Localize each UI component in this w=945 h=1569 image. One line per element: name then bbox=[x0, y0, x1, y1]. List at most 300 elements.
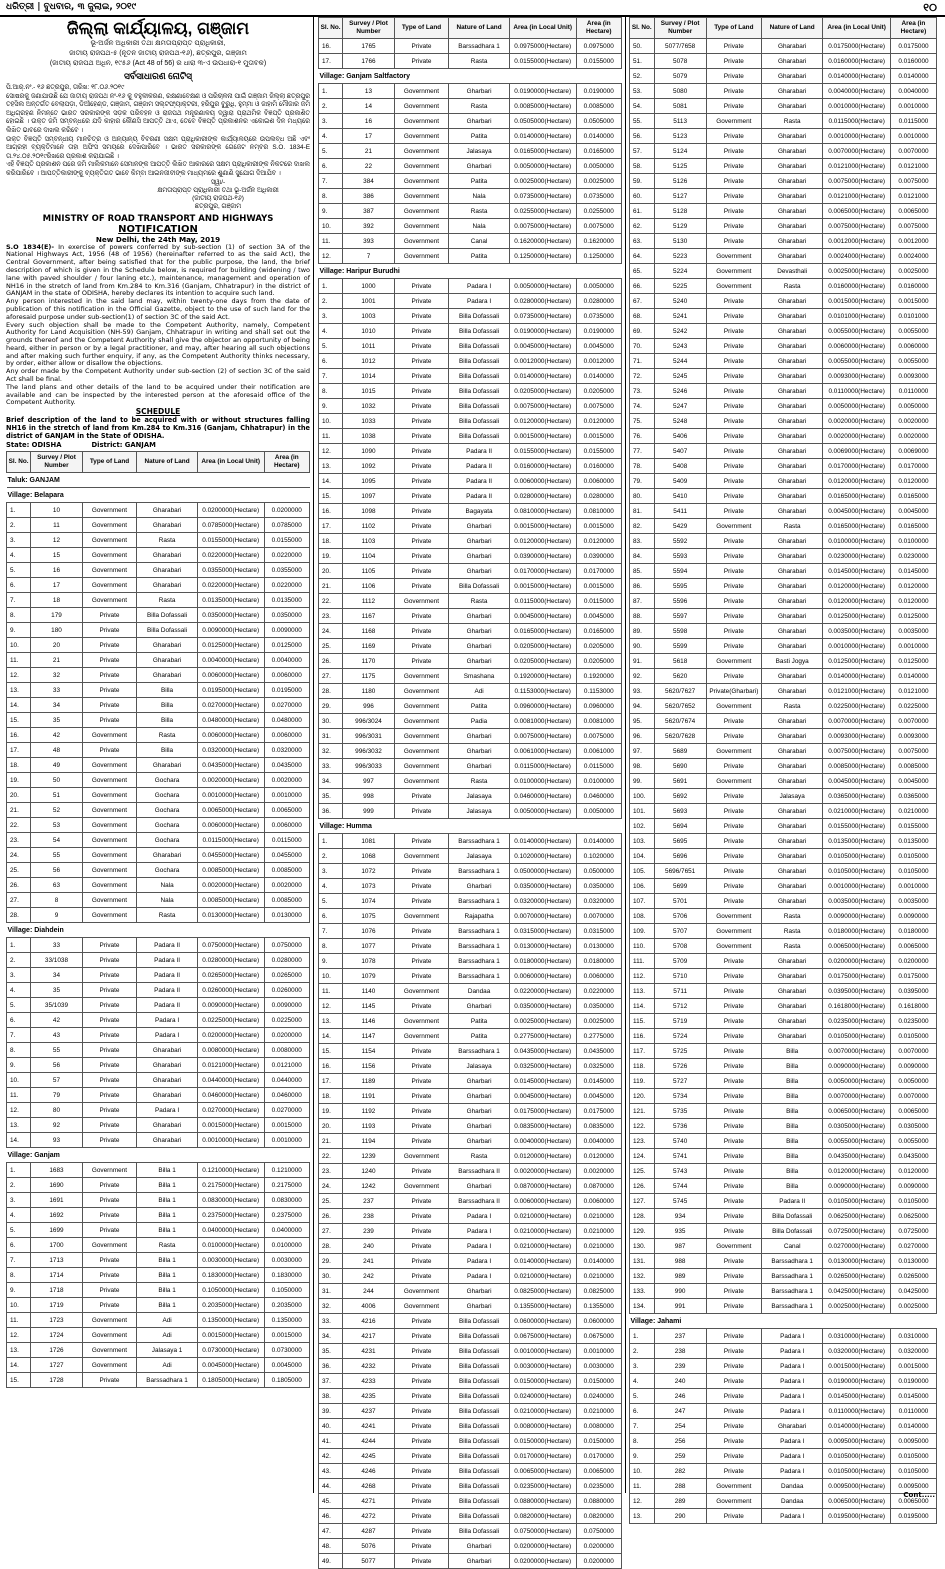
area-local-cell: 0.0015000(Hectare) bbox=[823, 294, 891, 309]
type-cell: Private bbox=[394, 279, 449, 294]
nature-cell: Padara I bbox=[449, 1224, 510, 1239]
area-hectare-cell: 0.0320000 bbox=[576, 894, 621, 909]
serial-cell: 45. bbox=[319, 1494, 343, 1509]
table-row bbox=[319, 1479, 622, 1494]
serial-cell: 12. bbox=[319, 444, 343, 459]
area-hectare-cell: 0.0190000 bbox=[576, 324, 621, 339]
column-divider bbox=[313, 17, 314, 1493]
type-cell: Private bbox=[82, 938, 137, 953]
type-cell: Private bbox=[706, 399, 761, 414]
serial-cell: 30. bbox=[319, 1269, 343, 1284]
serial-cell: 9. bbox=[7, 1283, 31, 1298]
notice-reference: ପି.ଆର୍.ନଂ.- ୧୬ ଛତ୍ରପୁର, ତାରିଖ: ୧୮.୦୬.୨୦୧୯ bbox=[6, 84, 125, 91]
table-row bbox=[7, 1208, 310, 1223]
area-hectare-cell: 0.0270000 bbox=[264, 698, 309, 713]
table-row bbox=[319, 969, 622, 984]
nature-cell: Rasta bbox=[137, 908, 198, 923]
table-row bbox=[319, 1299, 622, 1314]
serial-cell: 94. bbox=[630, 699, 655, 714]
type-cell: Private bbox=[706, 219, 761, 234]
type-cell: Private bbox=[394, 1449, 449, 1464]
survey-cell: 1092 bbox=[343, 459, 395, 474]
survey-cell: 12 bbox=[31, 533, 83, 548]
nature-cell: Jalasaya bbox=[449, 144, 510, 159]
nature-cell: Rasta bbox=[761, 924, 822, 939]
type-cell: Private bbox=[82, 983, 137, 998]
survey-cell: 5240 bbox=[654, 294, 706, 309]
type-cell: Private bbox=[394, 639, 449, 654]
serial-cell: 107. bbox=[630, 894, 655, 909]
table-row bbox=[319, 249, 622, 264]
serial-cell: 4. bbox=[7, 1208, 31, 1223]
type-cell: Government bbox=[394, 909, 449, 924]
area-local-cell: 0.0015000(Hectare) bbox=[197, 1328, 264, 1343]
area-hectare-cell: 0.0155000 bbox=[576, 444, 621, 459]
nature-cell: Gharabari bbox=[761, 474, 822, 489]
area-hectare-cell: 0.0880000 bbox=[576, 1494, 621, 1509]
survey-cell: 5734 bbox=[654, 1089, 706, 1104]
table-row bbox=[630, 519, 937, 534]
serial-cell: 7. bbox=[7, 1028, 31, 1043]
type-cell: Private bbox=[82, 1223, 137, 1238]
type-cell: Private bbox=[82, 1373, 137, 1388]
table-row bbox=[7, 608, 310, 623]
village-heading-row bbox=[319, 69, 622, 84]
nature-cell: Patita bbox=[449, 699, 510, 714]
table-row bbox=[630, 1134, 937, 1149]
table-row bbox=[630, 189, 937, 204]
nature-cell: Billa bbox=[137, 683, 198, 698]
type-cell: Private bbox=[394, 1479, 449, 1494]
nature-cell: Billa Dofassali bbox=[449, 384, 510, 399]
area-local-cell: 0.0010000(Hectare) bbox=[509, 1344, 576, 1359]
table-row bbox=[319, 999, 622, 1014]
area-local-cell: 0.0205000(Hectare) bbox=[509, 384, 576, 399]
serial-cell: 9. bbox=[319, 399, 343, 414]
area-local-cell: 0.0115000(Hectare) bbox=[197, 833, 264, 848]
type-cell: Government bbox=[394, 159, 449, 174]
table-row bbox=[319, 429, 622, 444]
area-hectare-cell: 0.0090000 bbox=[264, 623, 309, 638]
table-row bbox=[319, 609, 622, 624]
nature-cell: Gharabari bbox=[761, 324, 822, 339]
nature-cell: Gharabari bbox=[761, 774, 822, 789]
table-row bbox=[630, 549, 937, 564]
type-cell: Government bbox=[706, 774, 761, 789]
survey-cell: 5079 bbox=[654, 69, 706, 84]
area-local-cell: 0.0015000(Hectare) bbox=[197, 1118, 264, 1133]
serial-cell: 10. bbox=[319, 414, 343, 429]
table-row bbox=[319, 1044, 622, 1059]
type-cell: Government bbox=[394, 174, 449, 189]
area-local-cell: 0.0075000(Hectare) bbox=[509, 399, 576, 414]
survey-cell: 5719 bbox=[654, 1014, 706, 1029]
serial-cell: 24. bbox=[7, 848, 31, 863]
area-hectare-cell: 0.0365000 bbox=[890, 789, 936, 804]
nature-cell: Gharabari bbox=[761, 399, 822, 414]
type-cell: Government bbox=[706, 924, 761, 939]
survey-cell: 1038 bbox=[343, 429, 395, 444]
nature-cell: Rasta bbox=[761, 279, 822, 294]
area-local-cell: 0.1210000(Hectare) bbox=[197, 1163, 264, 1178]
table-row bbox=[7, 1373, 310, 1388]
type-cell: Private bbox=[394, 789, 449, 804]
nature-cell: Gharbari bbox=[449, 624, 510, 639]
area-hectare-cell: 0.0505000 bbox=[576, 114, 621, 129]
area-local-cell: 0.1618000(Hectare) bbox=[823, 999, 891, 1014]
survey-cell: 5245 bbox=[654, 369, 706, 384]
area-hectare-cell: 0.0055000 bbox=[890, 324, 936, 339]
table-row bbox=[319, 294, 622, 309]
table-row bbox=[630, 369, 937, 384]
survey-cell: 1032 bbox=[343, 399, 395, 414]
area-hectare-cell: 0.0115000 bbox=[576, 759, 621, 774]
nature-cell: Gharbari bbox=[449, 1074, 510, 1089]
type-cell: Private bbox=[394, 39, 449, 54]
type-cell: Government bbox=[394, 984, 449, 999]
nature-cell: Jalasaya bbox=[449, 804, 510, 819]
area-hectare-cell: 0.0460000 bbox=[264, 1088, 309, 1103]
area-hectare-cell: 0.0015000 bbox=[890, 1359, 936, 1374]
nature-cell: Gharabari bbox=[761, 414, 822, 429]
nature-cell: Gochara bbox=[137, 803, 198, 818]
area-hectare-cell: 0.0085000 bbox=[576, 99, 621, 114]
type-cell: Private bbox=[706, 1464, 761, 1479]
serial-cell: 119. bbox=[630, 1074, 655, 1089]
table-row bbox=[630, 144, 937, 159]
nature-cell: Gharabari bbox=[137, 548, 198, 563]
type-cell: Private bbox=[82, 683, 137, 698]
area-local-cell: 0.0155000(Hectare) bbox=[823, 819, 891, 834]
survey-cell: 5225 bbox=[654, 279, 706, 294]
table-row bbox=[319, 804, 622, 819]
table-row bbox=[630, 789, 937, 804]
nature-cell: Billa bbox=[137, 743, 198, 758]
nature-cell: Gharabari bbox=[137, 563, 198, 578]
area-hectare-cell: 0.0060000 bbox=[264, 668, 309, 683]
serial-cell: 25. bbox=[319, 639, 343, 654]
table-row bbox=[630, 1494, 937, 1509]
survey-cell: 1105 bbox=[343, 564, 395, 579]
area-hectare-cell: 0.0085000 bbox=[264, 893, 309, 908]
area-local-cell: 0.0045000(Hectare) bbox=[509, 1089, 576, 1104]
table-row bbox=[630, 1164, 937, 1179]
survey-cell: 5690 bbox=[654, 759, 706, 774]
type-cell: Government bbox=[394, 204, 449, 219]
area-local-cell: 0.0150000(Hectare) bbox=[509, 1434, 576, 1449]
table-row bbox=[630, 999, 937, 1014]
survey-cell: 179 bbox=[31, 608, 83, 623]
survey-cell: 1242 bbox=[343, 1179, 395, 1194]
area-local-cell: 0.0145000(Hectare) bbox=[509, 1074, 576, 1089]
survey-cell: 1068 bbox=[343, 849, 395, 864]
survey-cell: 387 bbox=[343, 204, 395, 219]
nature-cell: Gharabari bbox=[761, 489, 822, 504]
serial-cell: 42. bbox=[319, 1449, 343, 1464]
survey-cell: 5077 bbox=[343, 1554, 395, 1569]
type-cell: Government bbox=[394, 774, 449, 789]
nature-cell: Gharabari bbox=[137, 503, 198, 518]
area-hectare-cell: 0.0165000 bbox=[576, 624, 621, 639]
table-row bbox=[319, 1464, 622, 1479]
nature-cell: Billa bbox=[761, 1179, 822, 1194]
nature-cell: Rasta bbox=[449, 774, 510, 789]
serial-cell: 22. bbox=[319, 594, 343, 609]
area-local-cell: 0.0090000(Hectare) bbox=[823, 1179, 891, 1194]
serial-cell: 15. bbox=[319, 489, 343, 504]
table-row bbox=[7, 758, 310, 773]
area-hectare-cell: 0.0675000 bbox=[576, 1329, 621, 1344]
area-local-cell: 0.0045000(Hectare) bbox=[509, 339, 576, 354]
notice-paragraph: ଉକ୍ତ ବିଜ୍ଞପ୍ତି ସମ୍ବନ୍ଧୀୟ ମାନଚିତ୍ର ଓ ଅନ୍ୟାନ୍ୟ ବିବରଣୀ ସକ୍ଷମ ପ୍ରାଧିକାରୀଙ୍କ କାର୍ଯ୍ୟାଳୟରେ ଉପଲବ୍ଧ ଅଛି ଏବଂ ଆଗ୍ରହୀ ବ୍ୟକ୍ତିମାନେ ତାହା ଅଫିସ ସମୟରେ ଦେଖିପାରିବେ । ଭାରତ ସରକାରଙ୍କ ଗେଜେଟ ନମ୍ବର S.O. 1834-E ତା.୨୪.୦୫.୨୦୧୯ରିଖରେ ପ୍ରକାଶ କରାଯାଇଛି । bbox=[6, 135, 310, 160]
nature-cell: Gharabari bbox=[761, 309, 822, 324]
type-cell: Private bbox=[706, 339, 761, 354]
survey-cell: 1191 bbox=[343, 1089, 395, 1104]
serial-cell: 3. bbox=[319, 309, 343, 324]
nature-cell: Barssadhara II bbox=[449, 1164, 510, 1179]
area-hectare-cell: 0.0190000 bbox=[890, 1374, 936, 1389]
area-local-cell: 0.0020000(Hectare) bbox=[509, 1164, 576, 1179]
area-hectare-cell: 0.0075000 bbox=[576, 399, 621, 414]
area-hectare-cell: 0.0025000 bbox=[576, 1014, 621, 1029]
area-hectare-cell: 0.0305000 bbox=[890, 1119, 936, 1134]
column-header: Area (in Hectare) bbox=[890, 18, 936, 39]
table-row bbox=[7, 1343, 310, 1358]
area-hectare-cell: 0.0960000 bbox=[576, 699, 621, 714]
area-local-cell: 0.0050000(Hectare) bbox=[823, 399, 891, 414]
area-local-cell: 0.0025000(Hectare) bbox=[823, 1299, 891, 1314]
survey-cell: 56 bbox=[31, 863, 83, 878]
area-local-cell: 0.0085000(Hectare) bbox=[509, 99, 576, 114]
serial-cell: 21. bbox=[7, 803, 31, 818]
area-hectare-cell: 0.0155000 bbox=[890, 819, 936, 834]
area-hectare-cell: 0.0045000 bbox=[264, 1358, 309, 1373]
survey-cell: 57 bbox=[31, 1073, 83, 1088]
serial-cell: 30. bbox=[319, 714, 343, 729]
area-local-cell: 0.0060000(Hectare) bbox=[197, 728, 264, 743]
survey-cell: 5710 bbox=[654, 969, 706, 984]
area-local-cell: 0.1355000(Hectare) bbox=[509, 1299, 576, 1314]
nature-cell: Padia bbox=[449, 714, 510, 729]
serial-cell: 12. bbox=[630, 1494, 655, 1509]
type-cell: Private bbox=[706, 99, 761, 114]
area-hectare-cell: 0.0105000 bbox=[890, 849, 936, 864]
table-row bbox=[7, 1313, 310, 1328]
nature-cell: Gharbari bbox=[449, 84, 510, 99]
nature-cell: Padara I bbox=[761, 1449, 822, 1464]
area-local-cell: 0.0270000(Hectare) bbox=[197, 698, 264, 713]
area-local-cell: 0.0365000(Hectare) bbox=[823, 789, 891, 804]
table-row bbox=[319, 219, 622, 234]
table-row bbox=[630, 159, 937, 174]
nature-cell: Padara I bbox=[137, 1013, 198, 1028]
table-row bbox=[630, 669, 937, 684]
area-hectare-cell: 0.0045000 bbox=[890, 504, 936, 519]
area-local-cell: 0.0180000(Hectare) bbox=[823, 924, 891, 939]
table-row bbox=[319, 1284, 622, 1299]
area-local-cell: 0.0045000(Hectare) bbox=[509, 609, 576, 624]
area-hectare-cell: 0.0055000 bbox=[890, 354, 936, 369]
type-cell: Private bbox=[394, 414, 449, 429]
nature-cell: Gharabari bbox=[761, 204, 822, 219]
area-hectare-cell: 0.0140000 bbox=[576, 1254, 621, 1269]
serial-cell: 32. bbox=[319, 1299, 343, 1314]
type-cell: Private bbox=[82, 668, 137, 683]
area-hectare-cell: 0.0105000 bbox=[890, 1029, 936, 1044]
survey-cell: 5242 bbox=[654, 324, 706, 339]
survey-cell: 1012 bbox=[343, 354, 395, 369]
survey-cell: 5694 bbox=[654, 819, 706, 834]
survey-cell: 5129 bbox=[654, 219, 706, 234]
serial-cell: 79. bbox=[630, 474, 655, 489]
nature-cell: Billa bbox=[761, 1044, 822, 1059]
area-hectare-cell: 0.0810000 bbox=[576, 504, 621, 519]
type-cell: Government bbox=[82, 503, 137, 518]
area-hectare-cell: 0.0180000 bbox=[890, 924, 936, 939]
type-cell: Government bbox=[82, 758, 137, 773]
type-cell: Private bbox=[394, 384, 449, 399]
area-local-cell: 0.0225000(Hectare) bbox=[823, 699, 891, 714]
survey-cell: 93 bbox=[31, 1133, 83, 1148]
serial-cell: 16. bbox=[319, 1059, 343, 1074]
area-hectare-cell: 0.0600000 bbox=[576, 1314, 621, 1329]
nature-cell: Dandaa bbox=[761, 1479, 822, 1494]
type-cell: Private bbox=[706, 204, 761, 219]
area-hectare-cell: 0.0070000 bbox=[890, 1044, 936, 1059]
type-cell: Private bbox=[394, 294, 449, 309]
column-header: Survey / Plot Number bbox=[31, 452, 83, 473]
serial-cell: 28. bbox=[319, 1239, 343, 1254]
table-row bbox=[630, 1179, 937, 1194]
area-local-cell: 0.0105000(Hectare) bbox=[823, 864, 891, 879]
nature-cell: Padara I bbox=[761, 1359, 822, 1374]
type-cell: Government bbox=[82, 878, 137, 893]
nature-cell: Padara I bbox=[761, 1404, 822, 1419]
survey-cell: 53 bbox=[31, 818, 83, 833]
survey-cell: 5745 bbox=[654, 1194, 706, 1209]
table-row bbox=[630, 729, 937, 744]
area-hectare-cell: 0.0101000 bbox=[890, 309, 936, 324]
area-local-cell: 0.0310000(Hectare) bbox=[823, 1329, 891, 1344]
serial-cell: 3. bbox=[7, 533, 31, 548]
type-cell: Private bbox=[706, 1104, 761, 1119]
area-local-cell: 0.0065000(Hectare) bbox=[823, 204, 891, 219]
type-cell: Private bbox=[394, 549, 449, 564]
nature-cell: Gharabari bbox=[761, 624, 822, 639]
table-row bbox=[319, 564, 622, 579]
type-cell: Private bbox=[706, 1164, 761, 1179]
table-row bbox=[319, 1074, 622, 1089]
type-cell: Private bbox=[706, 489, 761, 504]
survey-cell: 5726 bbox=[654, 1059, 706, 1074]
table-row bbox=[630, 849, 937, 864]
serial-cell: 19. bbox=[319, 549, 343, 564]
table-row bbox=[319, 654, 622, 669]
serial-cell: 81. bbox=[630, 504, 655, 519]
area-local-cell: 0.0070000(Hectare) bbox=[823, 144, 891, 159]
serial-cell: 108. bbox=[630, 909, 655, 924]
nature-cell: Barssadhara 1 bbox=[449, 924, 510, 939]
nature-cell: Gochara bbox=[137, 833, 198, 848]
serial-cell: 11. bbox=[319, 429, 343, 444]
nature-cell: Rasta bbox=[449, 54, 510, 69]
type-cell: Private bbox=[706, 894, 761, 909]
nature-cell: Rasta bbox=[137, 533, 198, 548]
type-cell: Private bbox=[394, 489, 449, 504]
area-hectare-cell: 0.0175000 bbox=[576, 1104, 621, 1119]
table-row bbox=[630, 444, 937, 459]
area-hectare-cell: 0.0140000 bbox=[890, 1419, 936, 1434]
type-cell: Private bbox=[706, 1359, 761, 1374]
area-local-cell: 0.0075000(Hectare) bbox=[823, 219, 891, 234]
serial-cell: 17. bbox=[319, 54, 343, 69]
area-local-cell: 0.0085000(Hectare) bbox=[197, 863, 264, 878]
area-local-cell: 0.0130000(Hectare) bbox=[197, 908, 264, 923]
odia-public-notice bbox=[6, 19, 310, 211]
survey-cell: 1112 bbox=[343, 594, 395, 609]
nature-cell: Padara I bbox=[761, 1374, 822, 1389]
area-local-cell: 0.0350000(Hectare) bbox=[509, 999, 576, 1014]
type-cell: Private bbox=[706, 1269, 761, 1284]
area-hectare-cell: 0.0061000 bbox=[576, 744, 621, 759]
table-row bbox=[319, 789, 622, 804]
table-row bbox=[7, 578, 310, 593]
serial-cell: 115. bbox=[630, 1014, 655, 1029]
survey-cell: 35 bbox=[31, 983, 83, 998]
area-hectare-cell: 0.0045000 bbox=[576, 339, 621, 354]
serial-cell: 36. bbox=[319, 804, 343, 819]
survey-cell: 1090 bbox=[343, 444, 395, 459]
state-label: State: ODISHA bbox=[6, 441, 62, 450]
serial-cell: 67. bbox=[630, 294, 655, 309]
survey-cell: 5123 bbox=[654, 129, 706, 144]
area-local-cell: 0.0110000(Hectare) bbox=[823, 384, 891, 399]
area-hectare-cell: 0.0081000 bbox=[576, 714, 621, 729]
table-row bbox=[319, 1554, 622, 1569]
serial-cell: 4. bbox=[630, 1374, 655, 1389]
survey-cell: 1104 bbox=[343, 549, 395, 564]
table-row bbox=[319, 684, 622, 699]
area-local-cell: 0.0175000(Hectare) bbox=[823, 39, 891, 54]
survey-cell: 254 bbox=[654, 1419, 706, 1434]
table-row bbox=[630, 864, 937, 879]
area-local-cell: 0.0020000(Hectare) bbox=[197, 878, 264, 893]
table-row bbox=[630, 594, 937, 609]
serial-cell: 23. bbox=[7, 833, 31, 848]
serial-cell: 7. bbox=[319, 369, 343, 384]
nature-cell: Gharbari bbox=[449, 114, 510, 129]
area-hectare-cell: 0.0730000 bbox=[264, 1343, 309, 1358]
type-cell: Private bbox=[394, 54, 449, 69]
survey-cell: 9 bbox=[31, 908, 83, 923]
nature-cell: Barssadhara II bbox=[449, 1194, 510, 1209]
area-hectare-cell: 0.0155000 bbox=[264, 533, 309, 548]
serial-cell: 117. bbox=[630, 1044, 655, 1059]
type-cell: Private bbox=[82, 1103, 137, 1118]
serial-cell: 6. bbox=[319, 909, 343, 924]
table-row bbox=[7, 698, 310, 713]
survey-cell: 63 bbox=[31, 878, 83, 893]
serial-cell: 16. bbox=[7, 728, 31, 743]
area-local-cell: 0.0190000(Hectare) bbox=[509, 324, 576, 339]
type-cell: Government bbox=[394, 714, 449, 729]
nature-cell: Billa Dofassali bbox=[137, 608, 198, 623]
area-local-cell: 0.0460000(Hectare) bbox=[509, 789, 576, 804]
serial-cell: 111. bbox=[630, 954, 655, 969]
type-cell: Private bbox=[394, 474, 449, 489]
serial-cell: 17. bbox=[319, 519, 343, 534]
table-row bbox=[319, 1134, 622, 1149]
